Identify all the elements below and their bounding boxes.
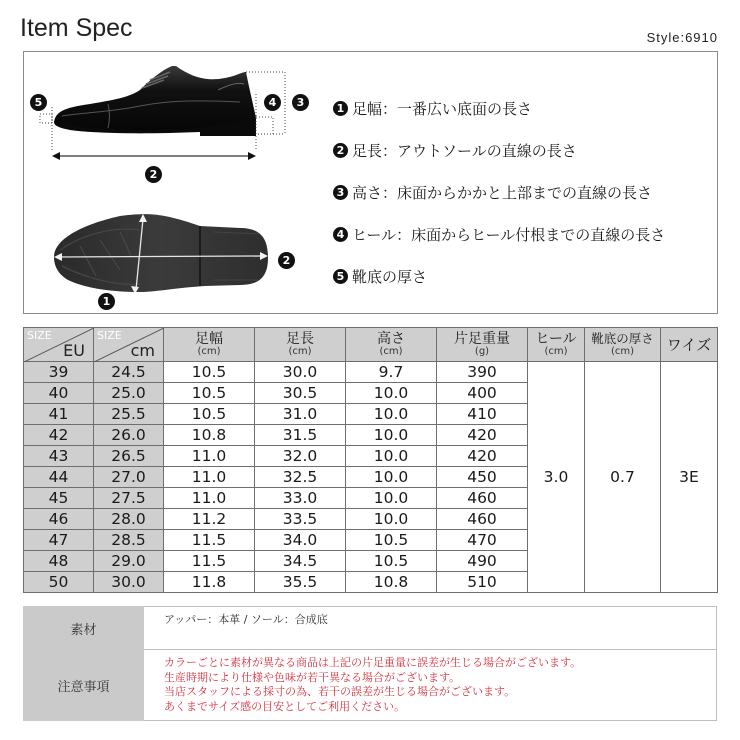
caution-label: 注意事項 <box>24 650 144 721</box>
header-size-cm: SIZE cm <box>94 328 164 362</box>
number-2-icon: 2 <box>333 143 348 158</box>
table-row: 50 30.0 11.8 35.5 10.8 510 <box>24 572 718 593</box>
number-1-icon: 1 <box>333 101 348 116</box>
header-heel: ヒール (cm) <box>528 328 585 362</box>
shoe-side-view <box>40 66 285 160</box>
badge-2-length-side: 2 <box>145 166 162 183</box>
measurement-legend <box>333 87 665 297</box>
legend-item-sole: 5 靴底の厚さ <box>333 255 665 297</box>
table-row: 43 26.5 11.0 32.0 10.0 420 <box>24 446 718 467</box>
header-length: 足長 (cm) <box>255 328 346 362</box>
shoe-sole-view <box>54 214 268 294</box>
table-row: 48 29.0 11.5 34.5 10.5 490 <box>24 551 718 572</box>
legend-item-width: 1 足幅：一番広い底面の長さ <box>333 87 665 129</box>
header-wise: ワイズ <box>661 328 718 362</box>
caution-row <box>24 650 717 721</box>
badge-1-width: 1 <box>98 293 115 310</box>
header-weight: 片足重量 (g) <box>437 328 528 362</box>
badge-3-height: 3 <box>292 94 309 111</box>
badge-2-length-sole: 2 <box>278 252 295 269</box>
caution-text: カラーごとに素材が異なる商品は上記の片足重量に誤差が生じる場合がございます。 生産時期により仕様や色味が若干異なる場合がございます。 当店スタッフによる採寸の為、若干の誤差が生じる場合がございます。 あくまでサイズ感の目安としてご利用ください。 <box>144 650 717 721</box>
header-sole-thickness: 靴底の厚さ (cm) <box>585 328 661 362</box>
table-row: 47 28.5 11.5 34.0 10.5 470 <box>24 530 718 551</box>
number-4-icon: 4 <box>333 227 348 242</box>
shared-wise: 3E <box>661 362 718 593</box>
material-value: アッパー：本革 / ソール：合成底 <box>144 607 717 650</box>
table-row: 46 28.0 11.2 33.5 10.0 460 <box>24 509 718 530</box>
table-row: 45 27.5 11.0 33.0 10.0 460 <box>24 488 718 509</box>
badge-5-sole-thickness: 5 <box>30 94 47 111</box>
table-row: 44 27.0 11.0 32.5 10.0 450 <box>24 467 718 488</box>
shared-sole-thickness: 0.7 <box>585 362 661 593</box>
notes-table <box>23 606 717 721</box>
style-number: Style:6910 <box>646 30 718 45</box>
header-size-eu: SIZE EU <box>24 328 94 362</box>
page-title: Item Spec <box>20 14 133 42</box>
legend-item-heel: 4 ヒール：床面からヒール付根までの直線の長さ <box>333 213 665 255</box>
badge-4-heel: 4 <box>264 94 281 111</box>
number-5-icon: 5 <box>333 269 348 284</box>
header-height: 高さ (cm) <box>346 328 437 362</box>
size-table-header <box>24 328 718 362</box>
shoe-illustration <box>0 0 330 320</box>
table-row: 40 25.0 10.5 30.5 10.0 400 <box>24 383 718 404</box>
table-row: 42 26.0 10.8 31.5 10.0 420 <box>24 425 718 446</box>
table-row: 39 24.5 10.5 30.0 9.7 390 3.0 0.7 3E <box>24 362 718 383</box>
legend-item-height: 3 高さ：床面からかかと上部までの直線の長さ <box>333 171 665 213</box>
material-label: 素材 <box>24 607 144 650</box>
table-row: 41 25.5 10.5 31.0 10.0 410 <box>24 404 718 425</box>
size-table <box>23 327 718 593</box>
header-width: 足幅 (cm) <box>164 328 255 362</box>
material-row <box>24 607 717 650</box>
legend-item-length: 2 足長：アウトソールの直線の長さ <box>333 129 665 171</box>
number-3-icon: 3 <box>333 185 348 200</box>
shared-heel: 3.0 <box>528 362 585 593</box>
